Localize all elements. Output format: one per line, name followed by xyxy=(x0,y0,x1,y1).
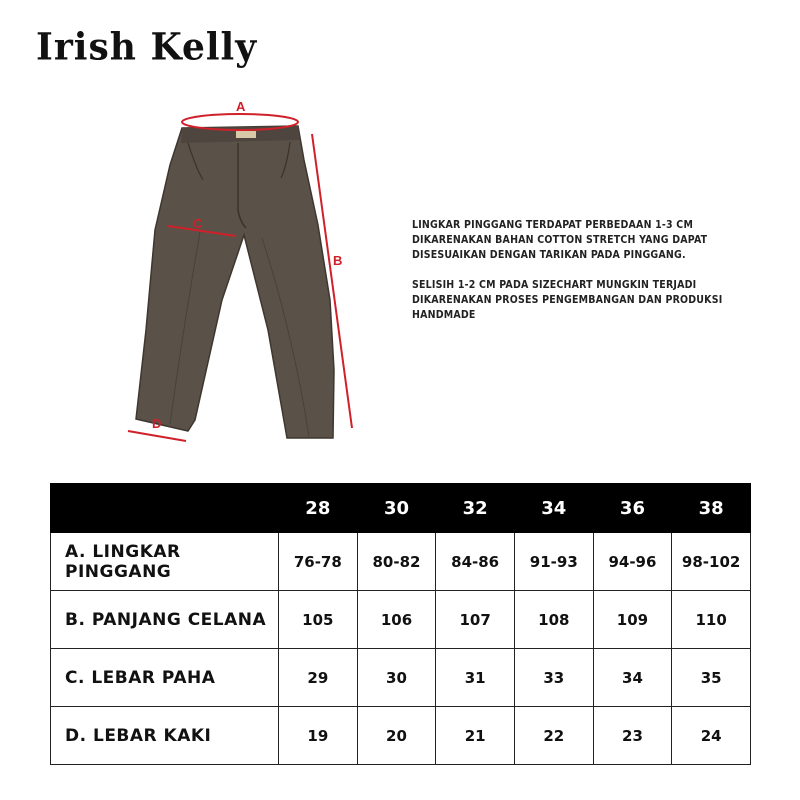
table-cell: 29 xyxy=(279,649,358,707)
size-header: 32 xyxy=(436,484,515,533)
size-header: 38 xyxy=(672,484,751,533)
table-cell: 21 xyxy=(436,707,515,765)
measure-b-label: B xyxy=(333,253,343,268)
table-cell: 106 xyxy=(357,591,436,649)
table-cell: 91-93 xyxy=(514,533,593,591)
note-waist: LINGKAR PINGGANG TERDAPAT PERBEDAAN 1-3 CM DIKARENAKAN BAHAN COTTON STRETCH YANG DAPAT DISESUAIKAN DENGAN TARIKAN PADA PINGGANG. xyxy=(412,219,708,261)
size-header: 36 xyxy=(593,484,672,533)
table-cell: 23 xyxy=(593,707,672,765)
table-cell: 105 xyxy=(279,591,358,649)
table-cell: 33 xyxy=(514,649,593,707)
table-cell: 30 xyxy=(357,649,436,707)
measure-d-label: D xyxy=(152,416,162,431)
table-cell: 34 xyxy=(593,649,672,707)
measure-a-label: A xyxy=(236,99,246,114)
size-header-row xyxy=(51,484,751,533)
table-row xyxy=(51,533,751,591)
brand-label-tag xyxy=(236,131,256,138)
note-handmade: SELISIH 1-2 CM PADA SIZECHART MUNGKIN TERJADI DIKARENAKAN PROSES PENGEMBANGAN DAN PRODUKSI HANDMADE xyxy=(412,279,723,321)
table-cell: 109 xyxy=(593,591,672,649)
table-cell: 107 xyxy=(436,591,515,649)
pants-illustration xyxy=(136,126,334,438)
table-cell: 98-102 xyxy=(672,533,751,591)
size-notes xyxy=(412,218,772,338)
table-cell: 20 xyxy=(357,707,436,765)
size-header: 34 xyxy=(514,484,593,533)
size-chart-table xyxy=(50,483,751,765)
table-cell: 108 xyxy=(514,591,593,649)
row-label: B. PANJANG CELANA xyxy=(51,591,279,649)
table-cell: 22 xyxy=(514,707,593,765)
table-cell: 31 xyxy=(436,649,515,707)
measure-c-label: C xyxy=(193,216,203,231)
row-label: A. LINGKAR PINGGANG xyxy=(51,533,279,591)
header-blank xyxy=(51,484,279,533)
row-label: D. LEBAR KAKI xyxy=(51,707,279,765)
brand-logo: Irish Kelly xyxy=(36,24,258,70)
table-cell: 24 xyxy=(672,707,751,765)
table-cell: 84-86 xyxy=(436,533,515,591)
table-cell: 76-78 xyxy=(279,533,358,591)
table-cell: 80-82 xyxy=(357,533,436,591)
table-cell: 94-96 xyxy=(593,533,672,591)
measure-d-leg-opening xyxy=(128,431,186,441)
table-row xyxy=(51,591,751,649)
table-cell: 110 xyxy=(672,591,751,649)
table-row xyxy=(51,707,751,765)
row-label: C. LEBAR PAHA xyxy=(51,649,279,707)
table-row xyxy=(51,649,751,707)
size-header: 28 xyxy=(279,484,358,533)
table-cell: 35 xyxy=(672,649,751,707)
table-cell: 19 xyxy=(279,707,358,765)
size-header: 30 xyxy=(357,484,436,533)
